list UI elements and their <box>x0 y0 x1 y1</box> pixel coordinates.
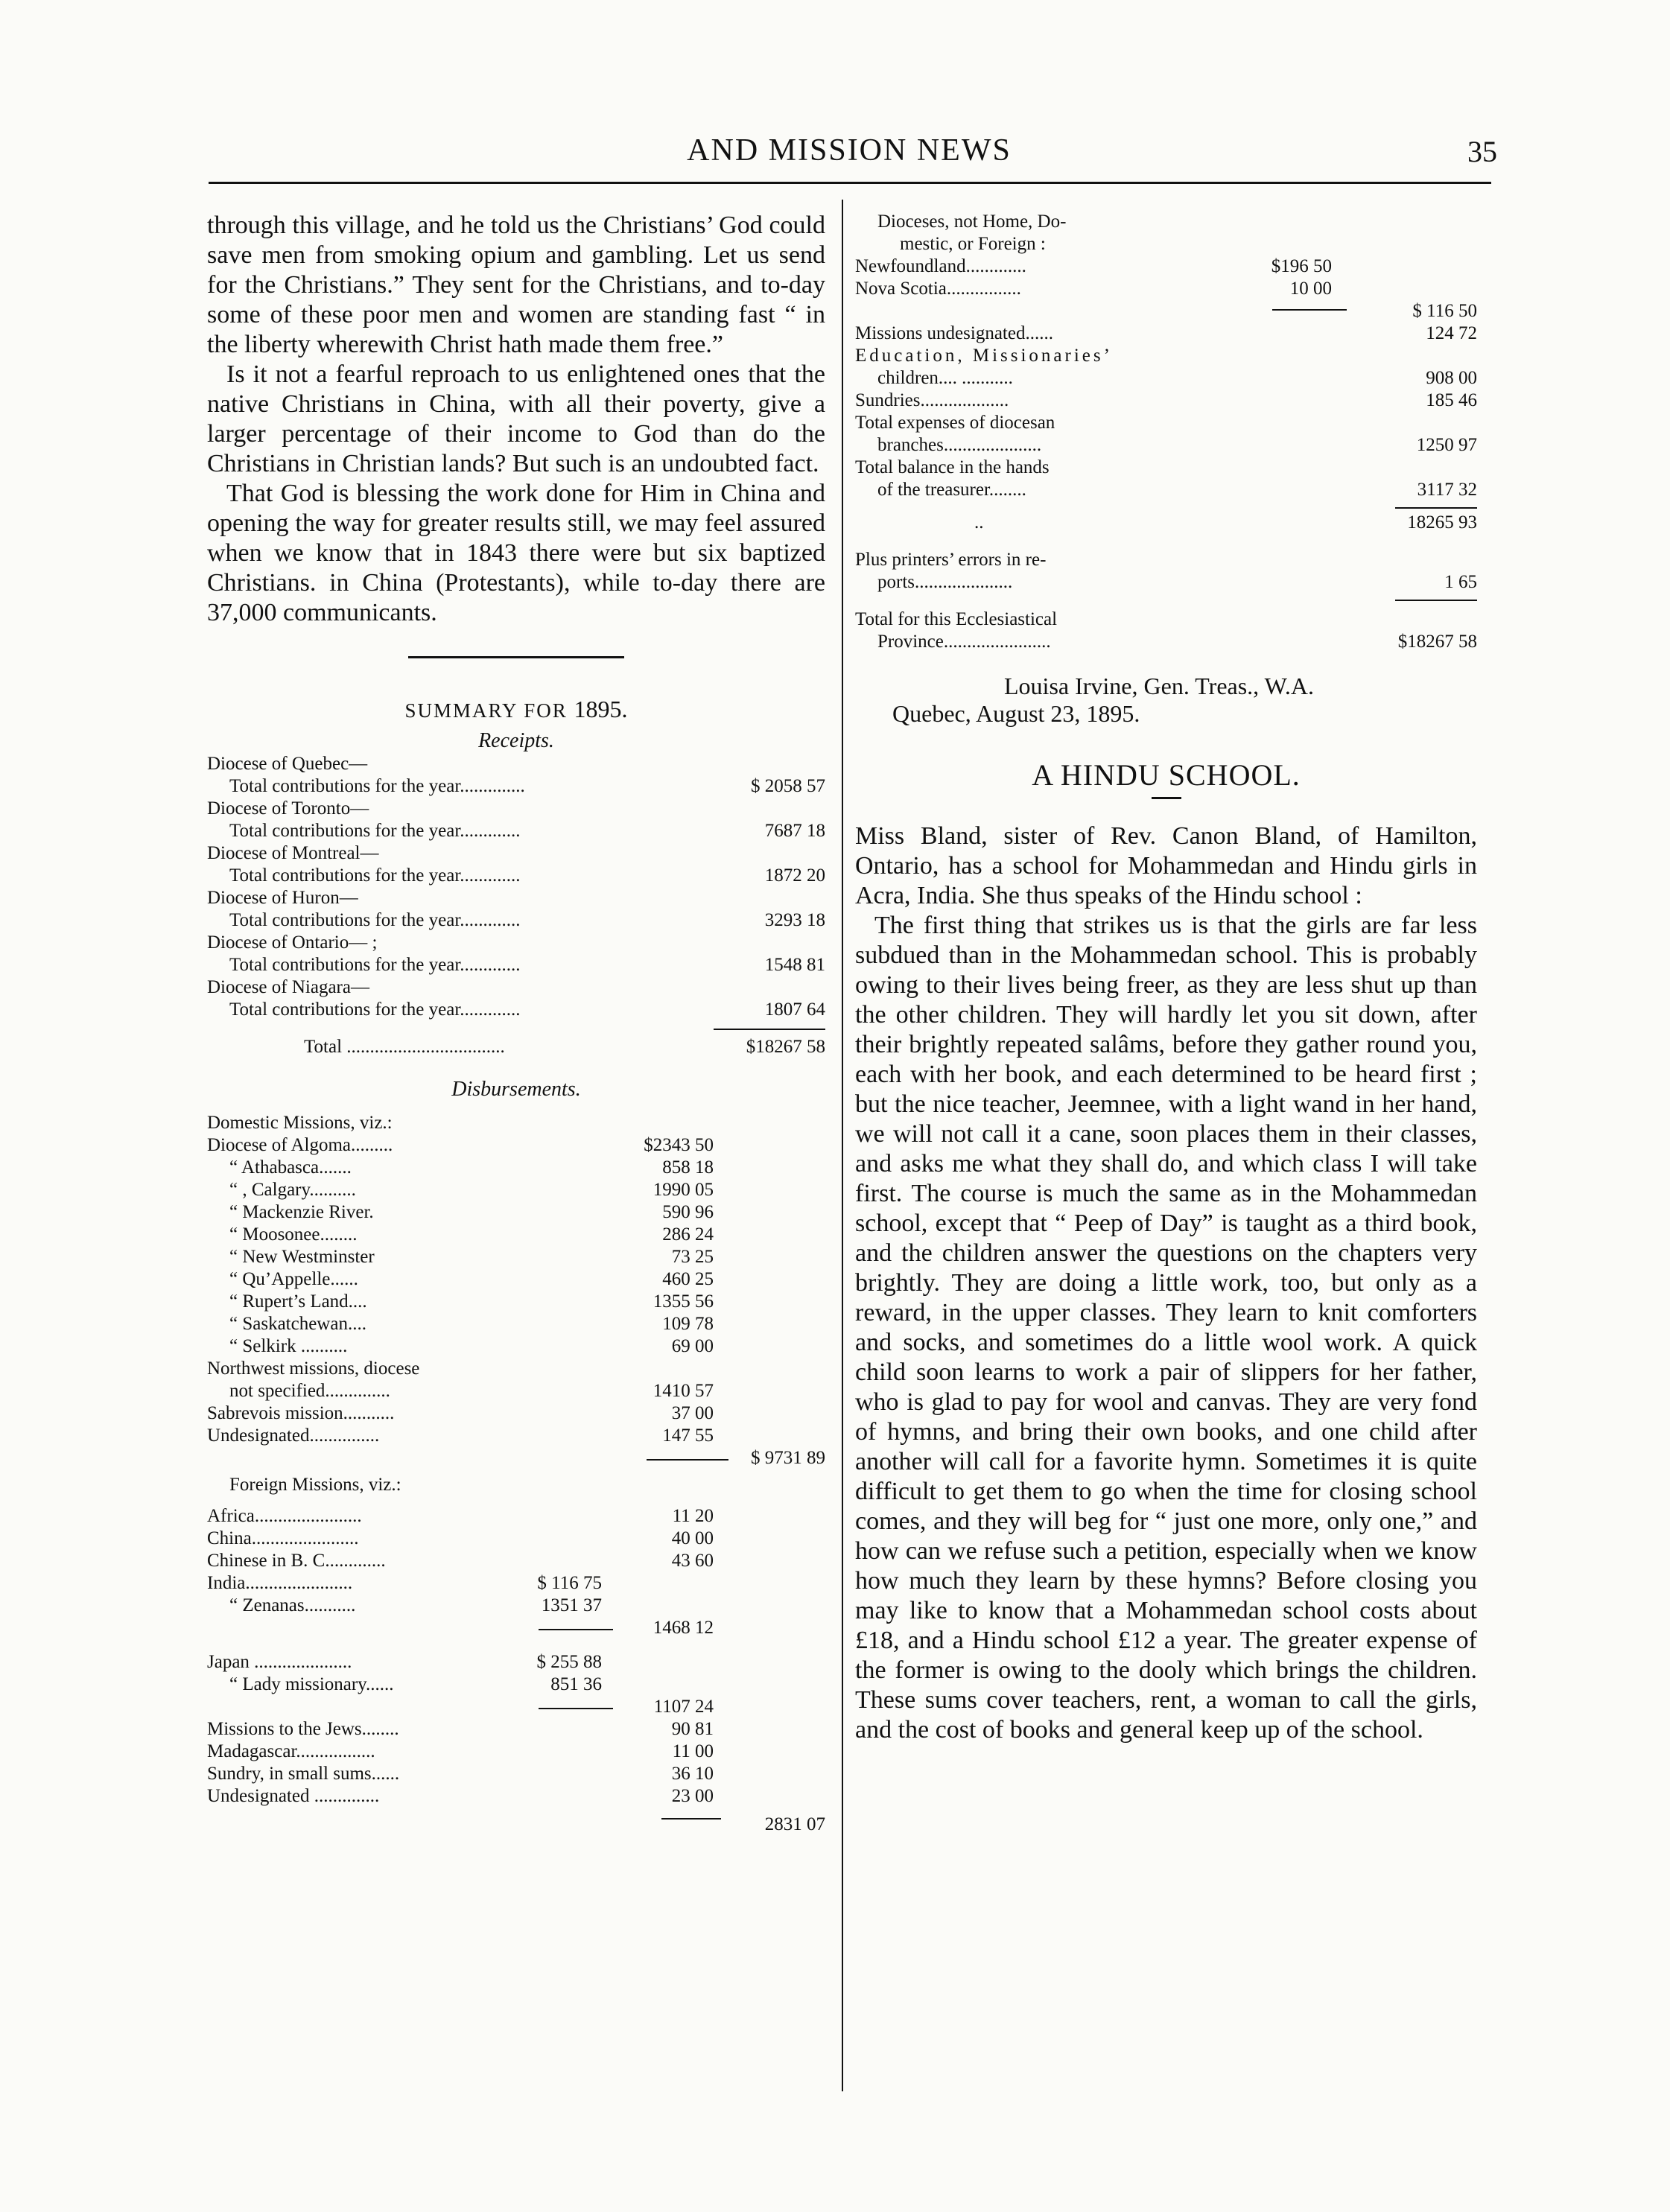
newfoundland-amount: $196 50 <box>1271 256 1332 276</box>
india-total: 1468 12 <box>653 1618 714 1638</box>
paragraph: Miss Bland, sister of Rev. Canon Bland, of Hamilton, Ontario, has a school for Mohammedan and Hindu girls in Acra, India. She thus speaks of the Hindu school : <box>855 822 1477 909</box>
diocese-name: Diocese of Huron— <box>207 888 358 908</box>
dioceses-heading: mestic, or Foreign : <box>900 234 1046 254</box>
india-amount: $ 116 75 <box>537 1573 602 1593</box>
summary-year: 1895. <box>574 696 628 722</box>
domestic-amount: 286 24 <box>662 1224 714 1245</box>
province-label: Total for this Ecclesiastical <box>855 609 1058 629</box>
receipts-heading: Receipts. <box>478 729 554 752</box>
receipt-line: Total contributions for the year............. <box>229 821 521 841</box>
receipt-amount: 1872 20 <box>764 865 825 886</box>
foreign-amount: 11 00 <box>672 1741 714 1761</box>
education-label: Education, Missionaries’ <box>855 346 1113 366</box>
balance-label: Total balance in the hands <box>855 457 1050 477</box>
receipt-amount: 1548 81 <box>764 955 825 975</box>
domestic-total: $ 9731 89 <box>751 1448 825 1468</box>
running-header: AND MISSION NEWS <box>687 133 1012 168</box>
receipt-amount: 1807 64 <box>764 999 825 1020</box>
foreign-item: Missions to the Jews........ <box>207 1719 399 1739</box>
expenses-label: branches..................... <box>877 435 1042 455</box>
signature-place: Quebec, August 23, 1895. <box>892 700 1140 727</box>
zenanas-amount: 1351 37 <box>541 1595 602 1615</box>
nova-scotia-label: Nova Scotia................ <box>855 279 1021 299</box>
domestic-amount: 590 96 <box>662 1202 714 1222</box>
undesignated-label: Undesignated............... <box>207 1426 380 1446</box>
foreign-amount: 43 60 <box>671 1551 714 1571</box>
expenses-amount: 1250 97 <box>1416 435 1477 455</box>
left-prose <box>207 211 825 628</box>
subtotal-rule <box>661 1818 721 1820</box>
column-divider <box>842 200 843 2091</box>
domestic-item: “ Moosonee........ <box>229 1224 358 1245</box>
zenanas-label: “ Zenanas........... <box>229 1595 356 1615</box>
missions-undesignated-amount: 124 72 <box>1426 323 1477 343</box>
province-amount: $18267 58 <box>1397 632 1477 652</box>
receipts-total-label: Total .................................. <box>304 1037 505 1057</box>
disbursements-ledger <box>207 1112 825 1834</box>
diocese-name: Diocese of Montreal— <box>207 843 379 863</box>
domestic-amount: 69 00 <box>671 1336 714 1356</box>
domestic-item: “ , Calgary.......... <box>229 1180 356 1200</box>
subtotal-amount: 18265 93 <box>1407 512 1477 533</box>
province-label: Province....................... <box>877 632 1051 652</box>
domestic-amount: 858 18 <box>662 1157 714 1177</box>
foreign-item: Sundry, in small sums...... <box>207 1764 400 1784</box>
receipts-ledger <box>207 753 825 1058</box>
disbursements-heading: Disbursements. <box>451 1078 581 1101</box>
subtotal-rule <box>1272 309 1347 311</box>
total-rule <box>714 1029 825 1030</box>
diocese-name: Diocese of Quebec— <box>207 754 368 774</box>
foreign-item: China....................... <box>207 1528 359 1548</box>
receipt-line: Total contributions for the year.............. <box>229 776 525 796</box>
domestic-item: “ Rupert’s Land.... <box>229 1291 367 1312</box>
paragraph: That God is blessing the work done for Him in China and opening the way for greater results still, we may feel assured when we know that in 1843 there were but six baptized Christians. in China (Protestants), while to-day there are 37,000 communicants. <box>207 480 825 626</box>
foreign-amount: 23 00 <box>671 1786 714 1806</box>
lady-missionary-label: “ Lady missionary...... <box>229 1674 394 1694</box>
receipt-line: Total contributions for the year............. <box>229 999 521 1020</box>
paragraph: through this village, and he told us the Christians’ God could save men from smoking opium and gambling. Let us send for the Christians.” They sent for the Christians, and to-day some of these poor men and women are standing fast “ in the liberty wherewith Christ hath made them free.” <box>207 212 825 358</box>
missions-undesignated-label: Missions undesignated...... <box>855 323 1053 343</box>
sundries-amount: 185 46 <box>1426 390 1477 410</box>
domestic-amount: 1990 05 <box>653 1180 714 1200</box>
foreign-amount: 40 00 <box>671 1528 714 1548</box>
foreign-item: Chinese in B. C............. <box>207 1551 386 1571</box>
northwest-line: Northwest missions, diocese <box>207 1358 420 1379</box>
domestic-amount: 109 78 <box>662 1314 714 1334</box>
errors-label: Plus printers’ errors in re- <box>855 550 1047 570</box>
lady-missionary-amount: 851 36 <box>550 1674 602 1694</box>
sabrevois-amount: 37 00 <box>671 1403 714 1423</box>
ditto-mark: .. <box>974 512 984 533</box>
domestic-item: “ New Westminster <box>229 1247 375 1267</box>
dioceses-heading: Dioceses, not Home, Do- <box>877 212 1067 232</box>
education-label: children.... ........... <box>877 368 1013 388</box>
receipt-line: Total contributions for the year............. <box>229 955 521 975</box>
japan-amount: $ 255 88 <box>536 1652 602 1672</box>
newfoundland-label: Newfoundland............. <box>855 256 1026 276</box>
domestic-amount: 460 25 <box>662 1269 714 1289</box>
balance-label: of the treasurer........ <box>877 480 1026 500</box>
japan-total: 1107 24 <box>653 1697 714 1717</box>
nova-scotia-amount: 10 00 <box>1289 279 1332 299</box>
foreign-item: Undesignated .............. <box>207 1786 380 1806</box>
domestic-amount: 1355 56 <box>653 1291 714 1312</box>
japan-label: Japan ..................... <box>207 1652 352 1672</box>
education-amount: 908 00 <box>1426 368 1477 388</box>
diocese-name: Diocese of Ontario— ; <box>207 932 378 953</box>
total-rule <box>1395 600 1477 601</box>
foreign-item: Africa....................... <box>207 1506 362 1526</box>
undesignated-amount: 147 55 <box>662 1426 714 1446</box>
errors-label: ports..................... <box>877 572 1013 592</box>
subtotal-rule <box>1395 507 1477 509</box>
domestic-item: “ Qu’Appelle...... <box>229 1269 358 1289</box>
page-number: 35 <box>1467 135 1497 168</box>
domestic-item: “ Selkirk .......... <box>229 1336 348 1356</box>
subtotal-rule <box>539 1629 613 1630</box>
foreign-amount: 36 10 <box>671 1764 714 1784</box>
left-column <box>207 211 825 1834</box>
summary-title <box>207 696 825 723</box>
diocese-name: Diocese of Toronto— <box>207 798 369 819</box>
expenses-label: Total expenses of diocesan <box>855 413 1055 433</box>
signature-name: Louisa Irvine, Gen. Treas., W.A. <box>1004 673 1314 699</box>
balance-amount: 3117 32 <box>1417 480 1477 500</box>
dioceses-total: $ 116 50 <box>1412 301 1477 321</box>
foreign-amount: 11 20 <box>672 1506 714 1526</box>
domestic-heading: Domestic Missions, viz.: <box>207 1113 393 1133</box>
foreign-item: Madagascar................. <box>207 1741 375 1761</box>
paragraph: Is it not a fearful reproach to us enlightened ones that the native Christians in China, with all their poverty, give a larger percentage of their income to God than do the Christians in Christian lands? But such is an undoubted fact. <box>207 360 825 477</box>
foreign-heading: Foreign Missions, viz.: <box>229 1475 401 1495</box>
right-column <box>855 211 1477 1745</box>
receipt-line: Total contributions for the year............. <box>229 910 521 930</box>
article-body <box>855 821 1477 1745</box>
sundries-label: Sundries................... <box>855 390 1009 410</box>
foreign-total: 2831 07 <box>764 1814 825 1834</box>
receipt-line: Total contributions for the year............. <box>229 865 521 886</box>
header-rule <box>209 182 1491 184</box>
errors-amount: 1 65 <box>1444 572 1477 592</box>
receipts-total: $18267 58 <box>746 1037 825 1057</box>
receipt-amount: $ 2058 57 <box>751 776 825 796</box>
domestic-item: “ Athabasca....... <box>229 1157 352 1177</box>
domestic-item: “ Saskatchewan.... <box>229 1314 366 1334</box>
paragraph: The first thing that strikes us is that the girls are far less subdued than in the Mohammedan school. This is probably owing to their lives being freer, as they are less shut up than the other children. They will hardly let you sit down, after their brightly repeated salâms, before they gather round you, each with her book, and each determined to be heard first ; but the nice teacher, Jeemnee, with a light wand in her hand, we will not call it a cane, soon places them in their classes, and asks me what they shall do, and which class I will take first. The course is much the same as in the Mohammedan school, except that “ Peep of Day” is taught as a third book, and the children answer the questions on the chapters very brightly. They are doing a little work, too, but only as a reward, in the upper classes. They learn to knit comforters and socks, and sometimes do a little wool work. A quick child soon learns to work a pair of slippers for her father, who is glad to pay for wool and canvas. They are very fond of hymns, and bring their own books, and one child after another will call for a favorite hymn. Sometimes it is quite difficult to get them to go when the time for closing school comes, and they will beg for “ just one more, only one,” and how can we refuse such a petition, especially when we know how much they learn by these hymns? Before closing you may like to know that a Mohammedan school costs about £18, and a Hindu school £12 a year. The greater expense of the former is owing to the dooly which brings the children. These sums cover teachers, rent, a woman to call the girls, and the cost of books and general keep up of the school. <box>855 912 1477 1744</box>
diocese-name: Diocese of Niagara— <box>207 977 369 997</box>
receipt-amount: 7687 18 <box>764 821 825 841</box>
northwest-amount: 1410 57 <box>653 1381 714 1401</box>
article-title: A HINDU SCHOOL. <box>1032 758 1301 792</box>
domestic-item: Diocese of Algoma......... <box>207 1135 393 1155</box>
treasurer-ledger <box>855 211 1477 653</box>
domestic-amount: 73 25 <box>671 1247 714 1267</box>
subtotal-rule <box>539 1708 613 1709</box>
domestic-amount: $2343 50 <box>644 1135 714 1155</box>
india-label: India....................... <box>207 1573 353 1593</box>
receipt-amount: 3293 18 <box>764 910 825 930</box>
sabrevois-label: Sabrevois mission........... <box>207 1403 395 1423</box>
domestic-item: “ Mackenzie River. <box>229 1202 374 1222</box>
foreign-amount: 90 81 <box>671 1719 714 1739</box>
summary-title-text: SUMMARY FOR <box>404 699 568 722</box>
northwest-line: not specified.............. <box>229 1381 390 1401</box>
subtotal-rule <box>647 1459 728 1461</box>
